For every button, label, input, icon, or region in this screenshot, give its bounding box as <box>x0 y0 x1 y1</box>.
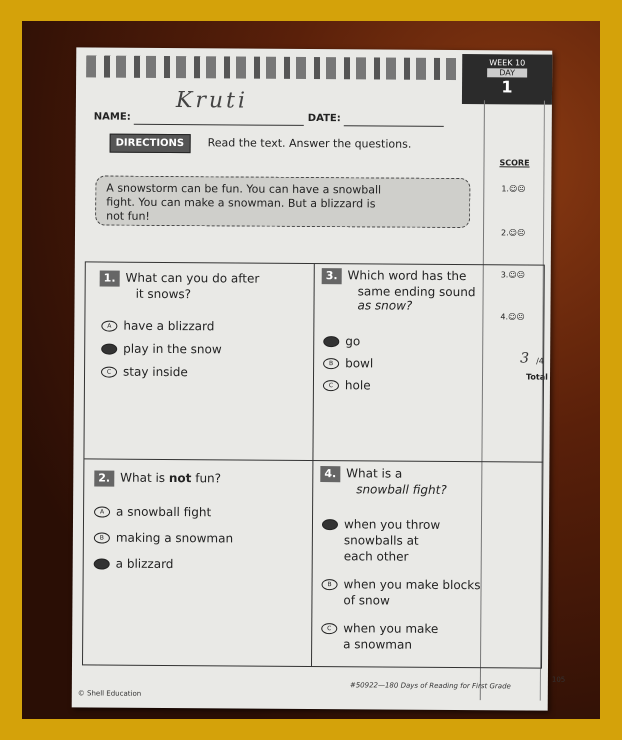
question-text-bold: not <box>168 471 192 486</box>
question-2 <box>94 470 221 487</box>
total-denominator: /4 <box>536 356 544 366</box>
question-text: same ending sound <box>357 284 476 300</box>
score-row: 2.☺☹ <box>500 228 526 238</box>
question-number: 4. <box>320 466 340 482</box>
passage-line: A snowstorm can be fun. You can have a snowball <box>106 181 382 197</box>
option-text: have a blizzard <box>123 318 215 334</box>
option-text: making a snowman <box>115 530 234 546</box>
q3-option-b[interactable] <box>323 356 373 370</box>
week-label: WEEK 10 <box>489 58 526 68</box>
date-line <box>344 125 444 127</box>
question-number: 2. <box>94 470 114 486</box>
photo-background <box>22 21 600 719</box>
question-text: as snow? <box>357 298 413 313</box>
week-day-block <box>462 54 552 105</box>
option-text: when you make <box>343 621 439 636</box>
header-stripes <box>86 55 466 80</box>
question-number: 3. <box>322 268 342 284</box>
grid-vertical-divider <box>311 264 315 666</box>
answer-bubble-filled[interactable]: B <box>101 344 117 355</box>
option-text: a snowball fight <box>116 504 212 520</box>
answer-bubble[interactable]: B <box>94 532 110 543</box>
option-text: when you throw <box>343 517 441 532</box>
q2-option-b[interactable] <box>94 530 233 545</box>
option-text: a blizzard <box>115 556 174 572</box>
option-text: play in the snow <box>123 341 222 357</box>
directions-badge: DIRECTIONS <box>110 134 191 154</box>
book-title-footer: #50922—180 Days of Reading for First Grade <box>349 681 511 691</box>
option-text: when you make blocks <box>343 577 481 593</box>
option-text: each other <box>343 549 409 564</box>
q2-option-a[interactable] <box>94 504 211 519</box>
question-text: snowball fight? <box>356 482 447 497</box>
q3-option-a[interactable] <box>323 334 360 348</box>
name-line <box>134 124 304 126</box>
directions-text: Read the text. Answer the questions. <box>207 136 412 151</box>
score-title: SCORE <box>499 158 530 168</box>
question-text: fun? <box>191 471 222 486</box>
option-text: of snow <box>343 593 390 608</box>
option-text: snowballs at <box>343 533 419 548</box>
date-label: DATE: <box>307 112 341 125</box>
answer-bubble[interactable]: C <box>323 380 339 391</box>
q4-option-c[interactable] <box>321 620 438 653</box>
question-text: What is <box>120 470 169 486</box>
q4-option-a[interactable] <box>322 516 441 565</box>
score-row: 4.☺☹ <box>500 312 525 322</box>
q1-option-c[interactable] <box>101 365 188 380</box>
total-score-handwritten: 3 <box>520 350 530 367</box>
q1-option-b[interactable] <box>101 342 222 357</box>
q1-option-a[interactable] <box>101 319 214 334</box>
questions-grid <box>82 261 545 668</box>
answer-bubble[interactable]: A <box>101 321 117 332</box>
answer-bubble[interactable]: C <box>321 623 337 634</box>
question-text: What can you do after <box>125 270 260 286</box>
grid-horizontal-divider <box>84 458 542 462</box>
q3-option-c[interactable] <box>323 378 371 392</box>
question-text: Which word has the <box>347 268 467 284</box>
passage-line: not fun! <box>106 209 150 223</box>
question-number: 1. <box>100 271 120 287</box>
worksheet-page <box>72 47 566 710</box>
option-text: a snowman <box>343 637 413 652</box>
answer-bubble[interactable]: C <box>101 367 117 378</box>
reading-passage <box>95 175 470 228</box>
option-text: bowl <box>345 356 374 371</box>
q2-option-c[interactable] <box>94 556 174 571</box>
copyright-footer: © Shell Education <box>77 689 142 698</box>
score-row: 1.☺☹ <box>501 184 526 194</box>
day-number: 1 <box>501 77 513 97</box>
page-number: 105 <box>551 675 566 684</box>
answer-bubble-filled[interactable]: C <box>94 558 110 569</box>
option-text: go <box>345 334 361 349</box>
score-row: 3.☺☹ <box>500 270 526 280</box>
question-text: it snows? <box>135 286 192 302</box>
option-text: hole <box>344 378 371 393</box>
passage-line: fight. You can make a snowman. But a blizzard is <box>106 195 376 211</box>
question-1 <box>100 271 260 302</box>
option-text: stay inside <box>122 364 188 380</box>
answer-bubble[interactable]: B <box>322 579 338 590</box>
day-label: DAY <box>487 68 527 77</box>
answer-bubble-filled[interactable]: A <box>322 519 338 530</box>
name-handwritten: Kruti <box>175 88 249 114</box>
answer-bubble[interactable]: B <box>323 358 339 369</box>
answer-bubble-filled[interactable]: A <box>323 336 339 347</box>
question-4 <box>320 466 447 497</box>
question-text: What is a <box>346 466 403 481</box>
q4-option-b[interactable] <box>321 576 480 609</box>
name-label: NAME: <box>93 111 131 123</box>
question-3 <box>321 268 475 313</box>
answer-bubble[interactable]: A <box>94 506 110 517</box>
total-label: Total <box>525 372 548 382</box>
